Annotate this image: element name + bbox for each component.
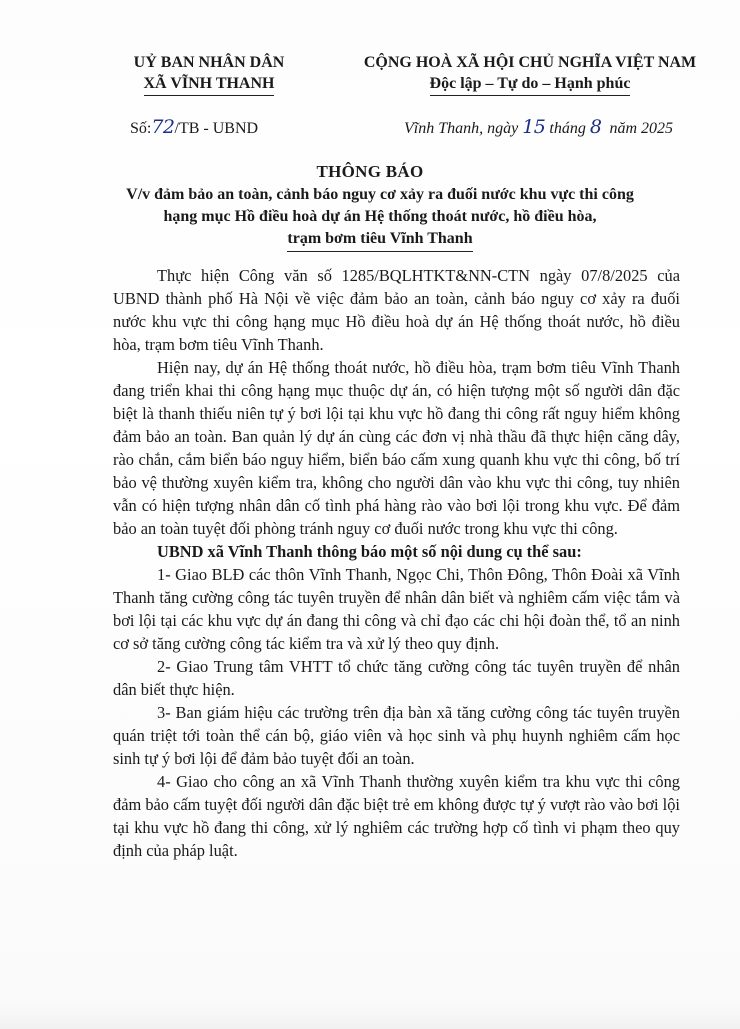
date-year: năm 2025 bbox=[609, 120, 674, 137]
subject-line-2: hạng mục Hồ điều hoà dự án Hệ thống thoát nước, hồ điều hòa, bbox=[163, 208, 597, 225]
subject-line-3: trạm bơm tiêu Vĩnh Thanh bbox=[287, 228, 472, 252]
list-item: 4- Giao cho công an xã Vĩnh Thanh thường xuyên kiểm tra khu vực thi công đảm bảo cấm tuyệt đối người dân đặc biệt trẻ em không được tự ý vượt rào vào bơi lội tại khu vực hồ đang thi công, xử lý nghiêm các trường hợp cố tình vi phạm theo quy định của pháp luật. bbox=[113, 772, 680, 860]
document-subject bbox=[110, 184, 650, 252]
motto: Độc lập – Tự do – Hạnh phúc bbox=[430, 73, 631, 96]
list-item: 2- Giao Trung tâm VHTT tổ chức tăng cường công tác tuyên truyền để nhân dân biết thực hiện. bbox=[113, 657, 680, 699]
national-motto bbox=[340, 52, 720, 96]
list-item: 3- Ban giám hiệu các trường trên địa bàn xã tăng cường công tác tuyên truyền quán triệt tới toàn thể cán bộ, giáo viên và học sinh và phụ huynh nghiêm cấm học sinh tự ý bơi lội để đảm bảo tuyệt đối an toàn. bbox=[113, 703, 680, 768]
doc-number-handwritten: 72 bbox=[151, 116, 175, 138]
paragraph: Thực hiện Công văn số 1285/BQLHTKT&NN-CTN ngày 07/8/2025 của UBND thành phố Hà Nội về việc đảm bảo an toàn, cảnh báo nguy cơ xảy ra đuối nước khu vực thi công hạng mục Hồ điều hoà dự án Hệ thống thoát nước, hồ điều hòa, trạm bơm tiêu Vĩnh Thanh. bbox=[113, 266, 680, 354]
paragraph: Hiện nay, dự án Hệ thống thoát nước, hồ điều hòa, trạm bơm tiêu Vĩnh Thanh đang triển khai thi công hạng mục thuộc dự án, có hiện tượng một số người dân đặc biệt là thanh thiếu niên tự ý bơi lội tại khu vực hồ đang thi công rất nguy hiểm không đảm bảo an toàn. Ban quản lý dự án cùng các đơn vị nhà thầu đã thực hiện căng dây, rào chắn, cắm biển báo nguy hiểm, biển báo cấm xung quanh khu vực thi công, bố trí bảo vệ thường xuyên kiểm tra, không cho người dân vào khu vực thi công, tuy nhiên vẫn có hiện tượng nhân dân cố tình phá hàng rào vào bơi lội trong khu vực. Để đảm bảo an toàn tuyệt đối phòng tránh nguy cơ đuối nước trong khu vực thi công. bbox=[113, 358, 680, 538]
announcement-heading: UBND xã Vĩnh Thanh thông báo một số nội dung cụ thể sau: bbox=[157, 542, 582, 561]
document-body bbox=[113, 264, 680, 862]
issuing-authority bbox=[100, 52, 318, 96]
scan-edge bbox=[0, 1003, 740, 1029]
doc-number-prefix: Số: bbox=[130, 120, 152, 137]
date-month-label: tháng bbox=[549, 120, 586, 137]
subject-line-1: V/v đảm bảo an toàn, cảnh báo nguy cơ xảy ra đuối nước khu vực thi công bbox=[126, 186, 634, 203]
authority-line-2: XÃ VĨNH THANH bbox=[144, 73, 275, 96]
authority-line-1: UỶ BAN NHÂN DÂN bbox=[133, 54, 285, 71]
date-line bbox=[404, 116, 673, 138]
date-day-handwritten: 15 bbox=[522, 116, 546, 138]
doc-number-suffix: /TB - UBND bbox=[174, 120, 259, 137]
document-title: THÔNG BÁO bbox=[316, 162, 424, 181]
list-item: 1- Giao BLĐ các thôn Vĩnh Thanh, Ngọc Chi, Thôn Đông, Thôn Đoài xã Vĩnh Thanh tăng cường công tác tuyên truyền để nhân dân biết và nghiêm cấm việc tắm và bơi lội tại các khu vực dự án đang thi công và chỉ đạo các chi hội đoàn thể, tổ an ninh cơ sở tăng cường công tác kiểm tra và xử lý theo quy định. bbox=[113, 565, 680, 653]
date-place: Vĩnh Thanh, ngày bbox=[404, 120, 519, 137]
country-name: CỘNG HOÀ XÃ HỘI CHỦ NGHĨA VIỆT NAM bbox=[363, 54, 697, 71]
document-number bbox=[130, 116, 258, 138]
date-month-handwritten: 8 bbox=[589, 116, 602, 138]
